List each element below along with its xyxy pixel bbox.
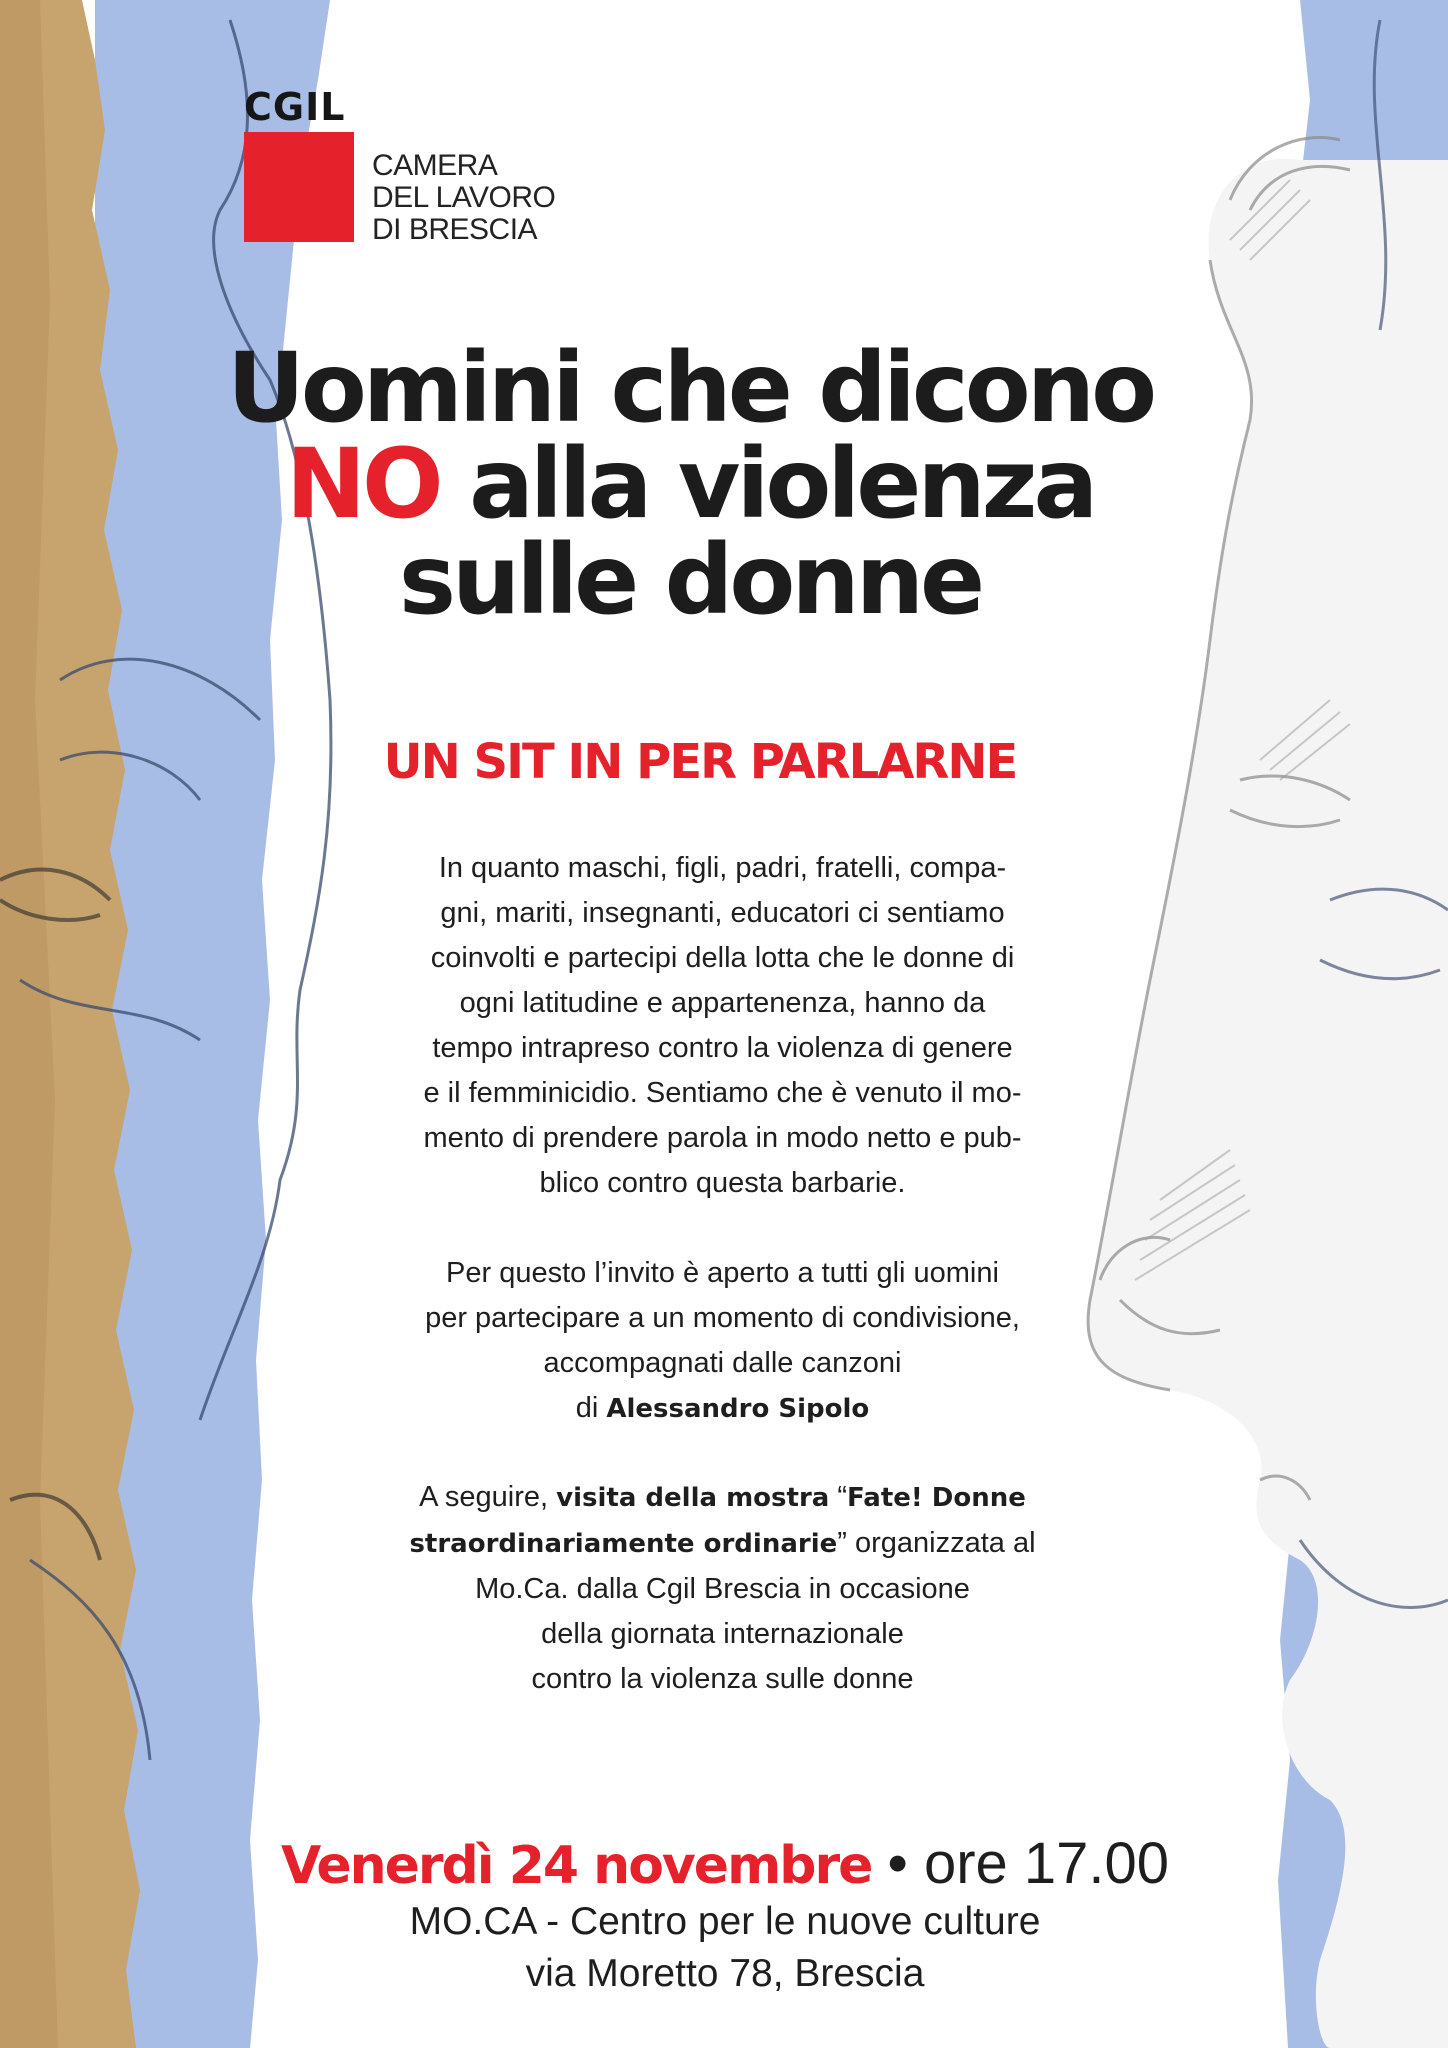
- paragraph-line: Per questo l’invito è aperto a tutti gli uomini: [446, 1257, 999, 1289]
- paragraph-line: accompagnati dalle canzoni: [543, 1347, 902, 1379]
- paragraph-line: per partecipare a un momento di condivisione,: [425, 1302, 1020, 1334]
- logo-subtitle-line: DI BRESCIA: [372, 213, 538, 246]
- exhibit-title-part1: Fate! Donne: [847, 1483, 1026, 1513]
- paragraph-line: mento di prendere parola in modo netto e pub-: [423, 1122, 1022, 1154]
- logo-red-square: [244, 132, 354, 242]
- event-separator: •: [871, 1831, 924, 1896]
- event-day: Venerdì 24 novembre: [280, 1836, 872, 1896]
- artist-name: Alessandro Sipolo: [606, 1394, 870, 1424]
- logo-subtitle-line: DEL LAVORO: [372, 181, 556, 214]
- exhibit-quote-open: “: [829, 1481, 848, 1513]
- subheading: UN SIT IN PER PARLARNE: [383, 734, 1017, 790]
- headline-line-1: Uomini che dicono: [226, 332, 1154, 444]
- exhibit-title-part2: straordinariamente ordinarie: [409, 1529, 838, 1559]
- paragraph-line: tempo intrapreso contro la violenza di genere: [432, 1032, 1013, 1064]
- headline-line-2-rest: alla violenza: [439, 428, 1095, 540]
- exhibit-visit: visita della mostra: [556, 1483, 830, 1513]
- event-venue: MO.CA - Centro per le nuove culture: [409, 1900, 1041, 1943]
- logo-subtitle-line: CAMERA: [372, 149, 498, 182]
- paragraph-line: coinvolti e partecipi della lotta che le donne di: [430, 942, 1015, 974]
- paragraph-exhibit: [345, 1475, 1100, 1702]
- paragraph-line: [345, 1386, 1100, 1432]
- cgil-logo: [244, 85, 574, 248]
- paragraph-line: Mo.Ca. dalla Cgil Brescia in occasione: [475, 1573, 970, 1605]
- logo-subtitle: [372, 150, 555, 246]
- headline: [150, 332, 1230, 636]
- event-address: via Moretto 78, Brescia: [525, 1952, 925, 1995]
- event-time: ore 17.00: [923, 1831, 1170, 1896]
- paragraph-line: blico contro questa barbarie.: [539, 1167, 906, 1199]
- headline-line-3: sulle donne: [398, 524, 982, 636]
- paragraph-line: ogni latitudine e appartenenza, hanno da: [459, 987, 986, 1019]
- paragraph-invitation: [345, 1251, 1100, 1432]
- event-date-line: [200, 1830, 1250, 1897]
- paragraph-line: [345, 1521, 1100, 1567]
- paragraph-line: e il femminicidio. Sentiamo che è venuto il mo-: [423, 1077, 1022, 1109]
- paragraph-line: In quanto maschi, figli, padri, fratelli, compa-: [438, 852, 1007, 884]
- paragraph-line: della giornata internazionale: [541, 1618, 904, 1650]
- paragraph-line: contro la violenza sulle donne: [531, 1663, 914, 1695]
- paragraph-line: [345, 1475, 1100, 1521]
- logo-wordmark: CGIL: [244, 85, 346, 129]
- artist-prefix: di: [575, 1392, 607, 1424]
- exhibit-after: ” organizzata al: [837, 1527, 1036, 1559]
- exhibit-intro: A seguire,: [419, 1481, 557, 1513]
- paragraph-intro: [345, 846, 1100, 1206]
- paragraph-line: gni, mariti, insegnanti, educatori ci sentiamo: [440, 897, 1005, 929]
- headline-no: NO: [285, 428, 440, 540]
- headline-line-2: [150, 428, 1230, 540]
